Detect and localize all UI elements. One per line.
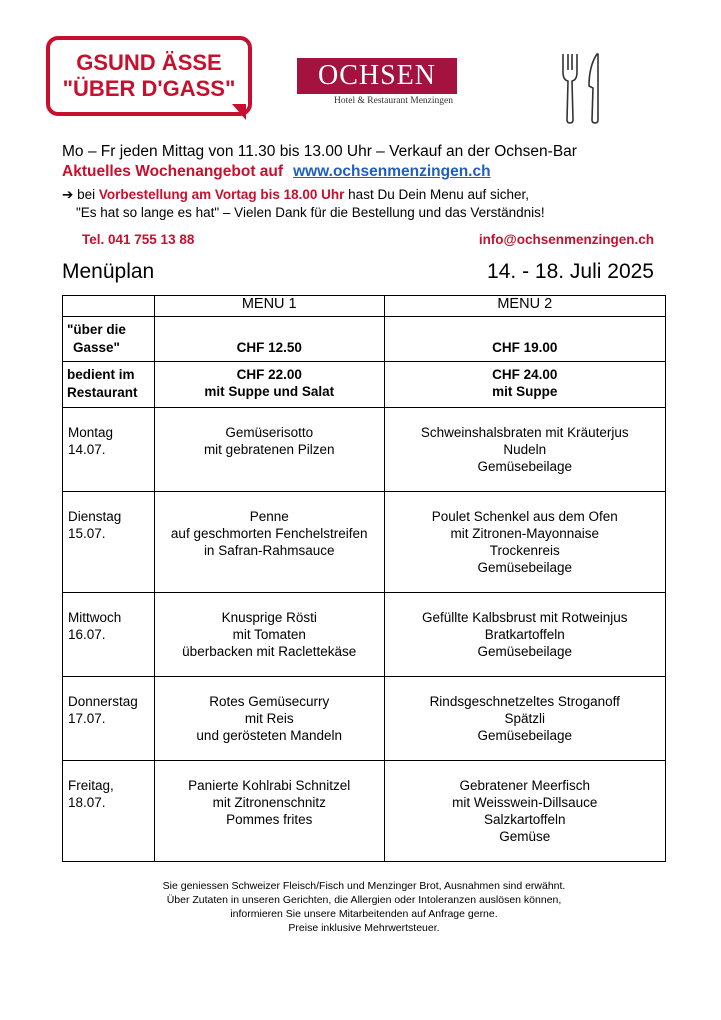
- arrow-icon: ➔: [62, 187, 74, 202]
- menu-1-price: [154, 317, 384, 362]
- dish-line: Bratkartoffeln: [484, 627, 565, 642]
- dish-line: mit Tomaten: [232, 627, 306, 642]
- price-value: CHF 24.00: [492, 367, 558, 382]
- day-name: Dienstag: [68, 509, 122, 524]
- menu-2-dish: [384, 492, 666, 593]
- price-label-line: bedient im: [67, 367, 135, 382]
- badge-line-2: "ÜBER D'GASS": [62, 76, 236, 101]
- dish-line: Pommes frites: [226, 812, 313, 827]
- footer-line: informieren Sie unsere Mitarbeitenden auf Anfrage gerne.: [230, 908, 498, 920]
- preorder-pre: bei: [73, 187, 99, 202]
- dish-line: Penne: [249, 509, 289, 524]
- footer-notes: [62, 879, 666, 935]
- menu-1-dish: [154, 761, 384, 862]
- menu-2-dish: [384, 761, 666, 862]
- menu-2-price: [384, 362, 666, 408]
- dish-line: mit Weisswein-Dillsauce: [452, 795, 598, 810]
- thanks-line: "Es hat so lange es hat" – Vielen Dank für die Bestellung und das Verständnis!: [76, 205, 545, 220]
- day-cell: [63, 492, 155, 593]
- day-cell: [63, 408, 155, 492]
- dish-line: Gemüsebeilage: [477, 560, 573, 575]
- date-range: 14. - 18. Juli 2025: [487, 260, 654, 283]
- table-row: [63, 408, 666, 492]
- footer-line: Sie geniessen Schweizer Fleisch/Fisch und Menzinger Brot, Ausnahmen sind erwähnt.: [162, 880, 566, 892]
- dish-line: Rotes Gemüsecurry: [209, 694, 330, 709]
- price-note: mit Suppe: [492, 384, 558, 399]
- day-date: 15.07.: [68, 526, 106, 541]
- website-link[interactable]: www.ochsenmenzingen.ch: [293, 163, 491, 180]
- day-cell: [63, 593, 155, 677]
- weekly-offer-text: Aktuelles Wochenangebot auf: [62, 163, 284, 180]
- cutlery-icon: [560, 52, 606, 124]
- dish-line: Gemüsebeilage: [477, 728, 573, 743]
- dish-line: und gerösteten Mandeln: [196, 728, 343, 743]
- menu-1-dish: [154, 492, 384, 593]
- footer-line: Über Zutaten in unseren Gerichten, die Allergien oder Intoleranzen auslösen können,: [166, 894, 562, 906]
- day-name: Freitag,: [68, 778, 114, 793]
- dish-line: Trockenreis: [489, 543, 560, 558]
- dish-line: Gemüsebeilage: [477, 459, 573, 474]
- table-row: [63, 593, 666, 677]
- dish-line: Gefüllte Kalbsbrust mit Rotweinjus: [421, 610, 628, 625]
- day-cell: [63, 677, 155, 761]
- dish-line: überbacken mit Raclettekäse: [182, 644, 357, 659]
- menu-1-dish: [154, 593, 384, 677]
- logo-name: OCHSEN: [297, 58, 457, 94]
- opening-hours: Mo – Fr jeden Mittag von 11.30 bis 13.00 Uhr – Verkauf an der Ochsen-Bar: [62, 143, 577, 160]
- dish-line: mit gebratenen Pilzen: [203, 442, 335, 457]
- badge-line-1: GSUND ÄSSE: [76, 50, 222, 75]
- table-header-row: [63, 296, 666, 317]
- dish-line: Gemüsebeilage: [477, 644, 573, 659]
- preorder-line: [62, 187, 529, 203]
- logo-subtitle: Hotel & Restaurant Menzingen: [334, 96, 453, 106]
- badge-tail: [232, 104, 246, 120]
- menu-2-dish: [384, 593, 666, 677]
- day-date: 14.07.: [68, 442, 106, 457]
- price-label-line: "über die: [67, 322, 126, 337]
- phone-number[interactable]: Tel. 041 755 13 88: [82, 232, 195, 247]
- price-row-restaurant: [63, 362, 666, 408]
- preorder-post: hast Du Dein Menu auf sicher,: [344, 187, 530, 202]
- dish-line: Knusprige Rösti: [221, 610, 317, 625]
- price-row-takeaway: [63, 317, 666, 362]
- table-row: [63, 492, 666, 593]
- preorder-deadline: Vorbestellung am Vortag bis 18.00 Uhr: [98, 187, 345, 202]
- dish-line: in Safran-Rahmsauce: [203, 543, 335, 558]
- dish-line: mit Zitronenschnitz: [212, 795, 326, 810]
- price-label: [63, 317, 155, 362]
- price-value: CHF 22.00: [236, 367, 302, 382]
- dish-line: Salzkartoffeln: [483, 812, 566, 827]
- day-cell: [63, 761, 155, 862]
- dish-line: mit Reis: [244, 711, 294, 726]
- menu-1-dish: [154, 677, 384, 761]
- price-label-line: Restaurant: [67, 385, 138, 400]
- email-address[interactable]: info@ochsenmenzingen.ch: [478, 232, 654, 247]
- day-name: Donnerstag: [68, 694, 138, 709]
- menu-2-dish: [384, 408, 666, 492]
- menu-2-price: [384, 317, 666, 362]
- menu-2-dish: [384, 677, 666, 761]
- price-value: CHF 12.50: [236, 340, 302, 355]
- footer-line: Preise inklusive Mehrwertsteuer.: [288, 922, 440, 934]
- dish-line: Gemüse: [499, 829, 551, 844]
- day-name: Montag: [68, 425, 114, 440]
- day-date: 17.07.: [68, 711, 106, 726]
- price-note: mit Suppe und Salat: [204, 384, 335, 399]
- dish-line: Rindsgeschnetzeltes Stroganoff: [429, 694, 620, 709]
- day-date: 18.07.: [68, 795, 106, 810]
- day-name: Mittwoch: [68, 610, 122, 625]
- day-date: 16.07.: [68, 627, 106, 642]
- table-row: [63, 761, 666, 862]
- dish-line: Panierte Kohlrabi Schnitzel: [188, 778, 351, 793]
- header-menu-1: MENU 1: [154, 296, 384, 317]
- dish-line: Poulet Schenkel aus dem Ofen: [431, 509, 618, 524]
- dish-line: Gebratener Meerfisch: [459, 778, 591, 793]
- header-menu-2: MENU 2: [384, 296, 666, 317]
- dish-line: Schweinshalsbraten mit Kräuterjus: [420, 425, 629, 440]
- table-row: [63, 677, 666, 761]
- header-empty: [63, 296, 155, 317]
- menu-1-price: [154, 362, 384, 408]
- dish-line: Gemüserisotto: [225, 425, 314, 440]
- price-value: CHF 19.00: [492, 340, 558, 355]
- menu-table: [62, 295, 666, 862]
- ochsen-logo: [297, 58, 457, 106]
- weekly-offer-line: [62, 163, 491, 181]
- dish-line: mit Zitronen-Mayonnaise: [450, 526, 600, 541]
- dish-line: Spätzli: [504, 711, 546, 726]
- dish-line: Nudeln: [503, 442, 547, 457]
- dish-line: auf geschmorten Fenchelstreifen: [170, 526, 368, 541]
- price-label: [63, 362, 155, 408]
- menu-1-dish: [154, 408, 384, 492]
- page-title: Menüplan: [62, 260, 155, 283]
- price-label-line: Gasse": [73, 340, 120, 355]
- promo-badge: [46, 36, 252, 116]
